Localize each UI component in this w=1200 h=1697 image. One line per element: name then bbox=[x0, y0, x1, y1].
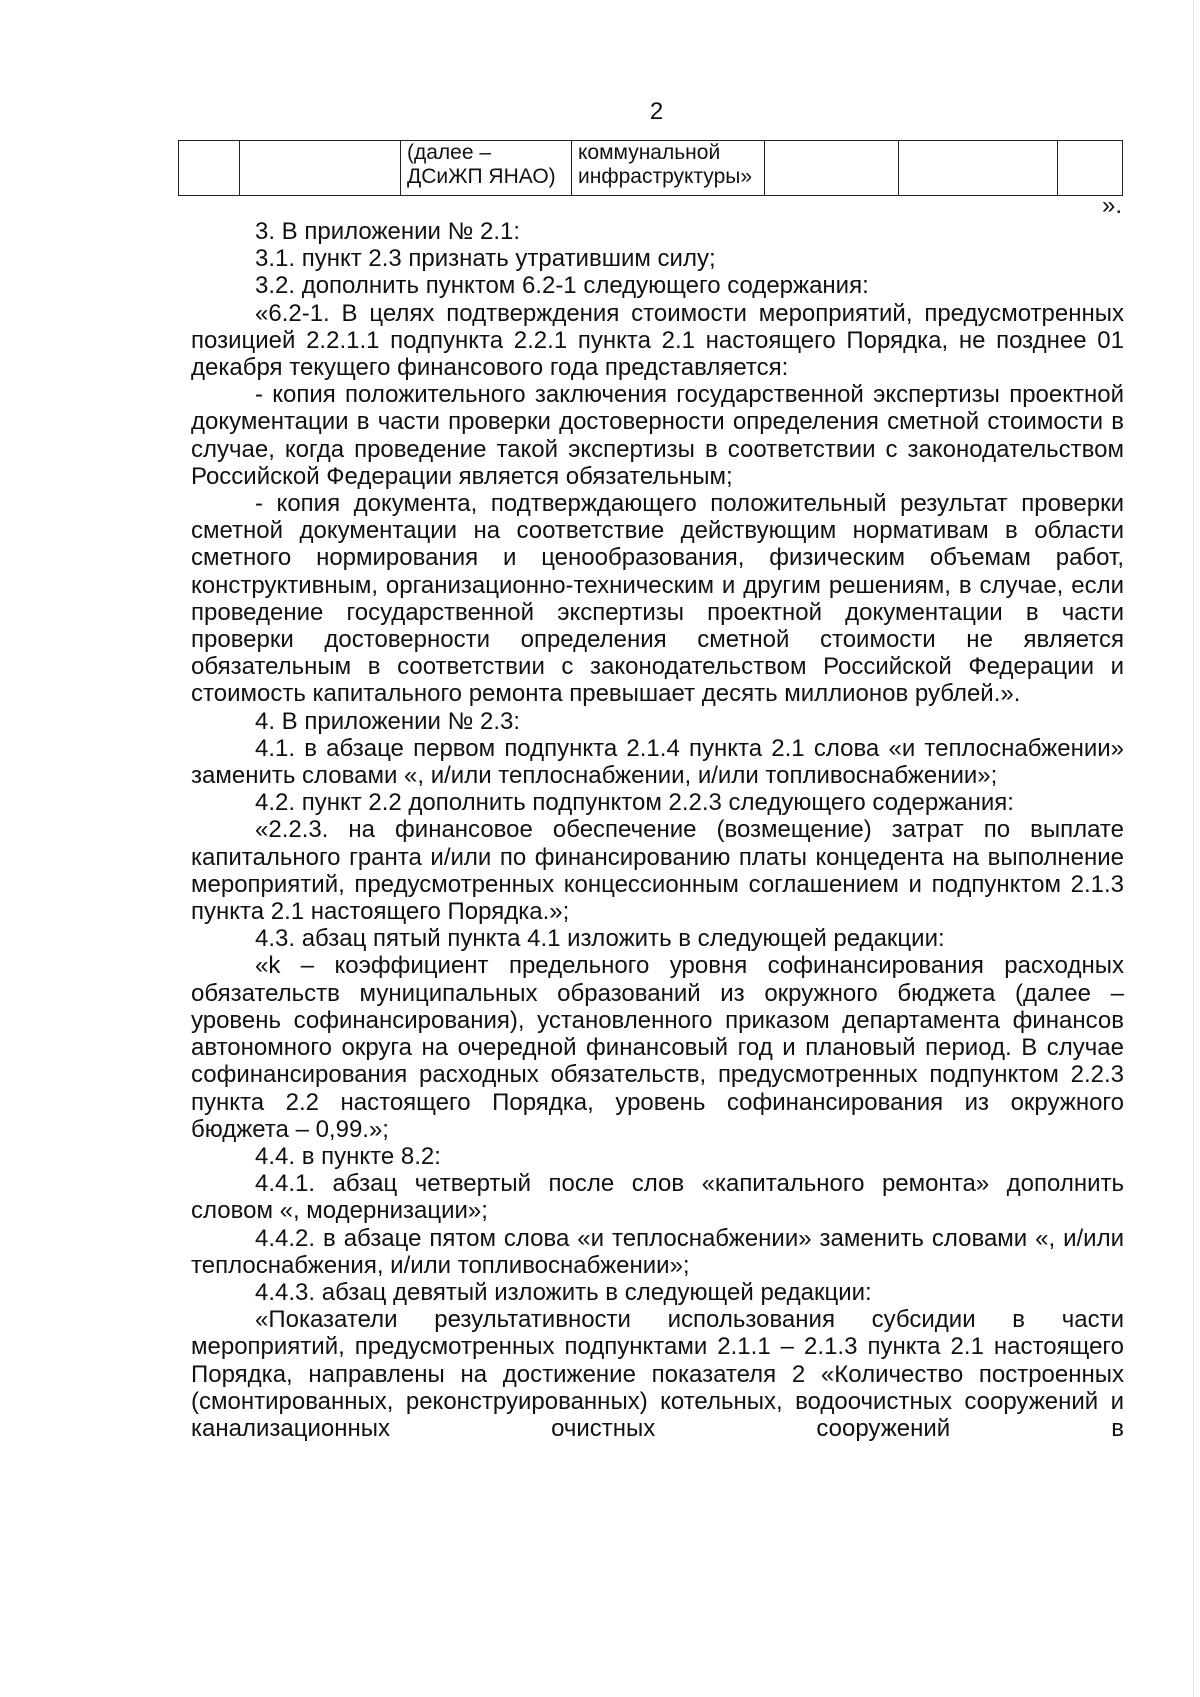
document-body bbox=[191, 218, 1124, 1442]
table-cell bbox=[179, 141, 240, 197]
paragraph: 4.4.2. в абзаце пятом слова «и теплоснабжении» заменить словами «, и/или теплоснабжения, и/или топливоснабжении»; bbox=[191, 1224, 1124, 1279]
table-cell bbox=[899, 141, 1058, 197]
paragraph: 3.1. пункт 2.3 признать утратившим силу; bbox=[255, 245, 716, 273]
page-number: 2 bbox=[649, 98, 664, 125]
paragraph: 4. В приложении № 2.3: bbox=[255, 707, 521, 735]
paragraph: 4.3. абзац пятый пункта 4.1 изложить в следующей редакции: bbox=[255, 925, 945, 953]
paragraph: 4.4.3. абзац девятый изложить в следующей редакции: bbox=[255, 1278, 872, 1306]
paragraph: 4.4. в пункте 8.2: bbox=[255, 1142, 441, 1170]
paragraph: 4.1. в абзаце первом подпункта 2.1.4 пункта 2.1 слова «и теплоснабжении» заменить словами «, и/или теплоснабжении, и/или топливоснабжении»; bbox=[191, 734, 1124, 790]
table-cell bbox=[765, 141, 899, 197]
paragraph: «k – коэффициент предельного уровня софинансирования расходных обязательств муниципальных образований из окружного бюджета (далее – уровень софинансирования), установленного приказом департамента финансов автономного округа на очередной финансовый год и плановый период. В случае софинансирования расходных обязательств, предусмотренных подпунктом 2.2.3 пункта 2.2 настоящего Порядка, уровень софинансирования из окружного бюджета – 0,99.»; bbox=[191, 952, 1124, 1143]
scan-edge-line bbox=[1193, 0, 1194, 1697]
table-bottom-border bbox=[178, 195, 1122, 196]
paragraph: 4.2. пункт 2.2 дополнить подпунктом 2.2.3 следующего содержания: bbox=[255, 789, 1014, 817]
table-cell bbox=[1058, 141, 1123, 197]
table-row bbox=[179, 141, 1123, 197]
paragraph: - копия документа, подтверждающего положительный результат проверки сметной документации на соответствие действующим нормативам в области сметного нормирования и ценообразования, физическим объемам работ, конструктивным, организационно-техническим и другим решениям, в случае, если проведение государственной экспертизы проектной документации в части проверки достоверности определения сметной стоимости не является обязательным в соответствии с законодательством Российской Федерации и стоимость капитального ремонта превышает десять миллионов рублей.». bbox=[191, 490, 1124, 708]
paragraph: 3.2. дополнить пунктом 6.2-1 следующего содержания: bbox=[255, 272, 869, 300]
paragraph: 3. В приложении № 2.1: bbox=[255, 218, 521, 245]
paragraph: «Показатели результативности использования субсидии в части мероприятий, предусмотренных подпунктами 2.1.1 – 2.1.3 пункта 2.1 настоящего Порядка, направлены на достижение показателя 2 «Количество построенных (смонтированных, реконструированных) котельных, водоочистных сооружений и канализационных очистных сооружений в bbox=[191, 1306, 1124, 1442]
paragraph: «2.2.3. на финансовое обеспечение (возмещение) затрат по выплате капитального гранта и/или по финансированию платы концедента на выполнение мероприятий, предусмотренных концессионным соглашением и подпунктом 2.1.3 пункта 2.1 настоящего Порядка.»; bbox=[191, 816, 1124, 926]
paragraph: «6.2-1. В целях подтверждения стоимости мероприятий, предусмотренных позицией 2.2.1.1 подпункта 2.2.1 пункта 2.1 настоящего Порядка, не позднее 01 декабря текущего финансового года представляется: bbox=[191, 299, 1124, 382]
table-cell bbox=[240, 141, 401, 197]
table-closing-quote: ». bbox=[1102, 192, 1123, 219]
paragraph: 4.4.1. абзац четвертый после слов «капитального ремонта» дополнить словом «, модернизации»; bbox=[191, 1170, 1124, 1225]
table-cell: коммунальной инфраструктуры» bbox=[572, 141, 765, 197]
paragraph: - копия положительного заключения государственной экспертизы проектной документации в части проверки достоверности определения сметной стоимости в случае, когда проведение такой экспертизы в соответствии с законодательством Российской Федерации является обязательным; bbox=[191, 381, 1124, 490]
table-cell: (далее – ДСиЖП ЯНАО) bbox=[401, 141, 572, 197]
continued-table bbox=[178, 140, 1123, 196]
